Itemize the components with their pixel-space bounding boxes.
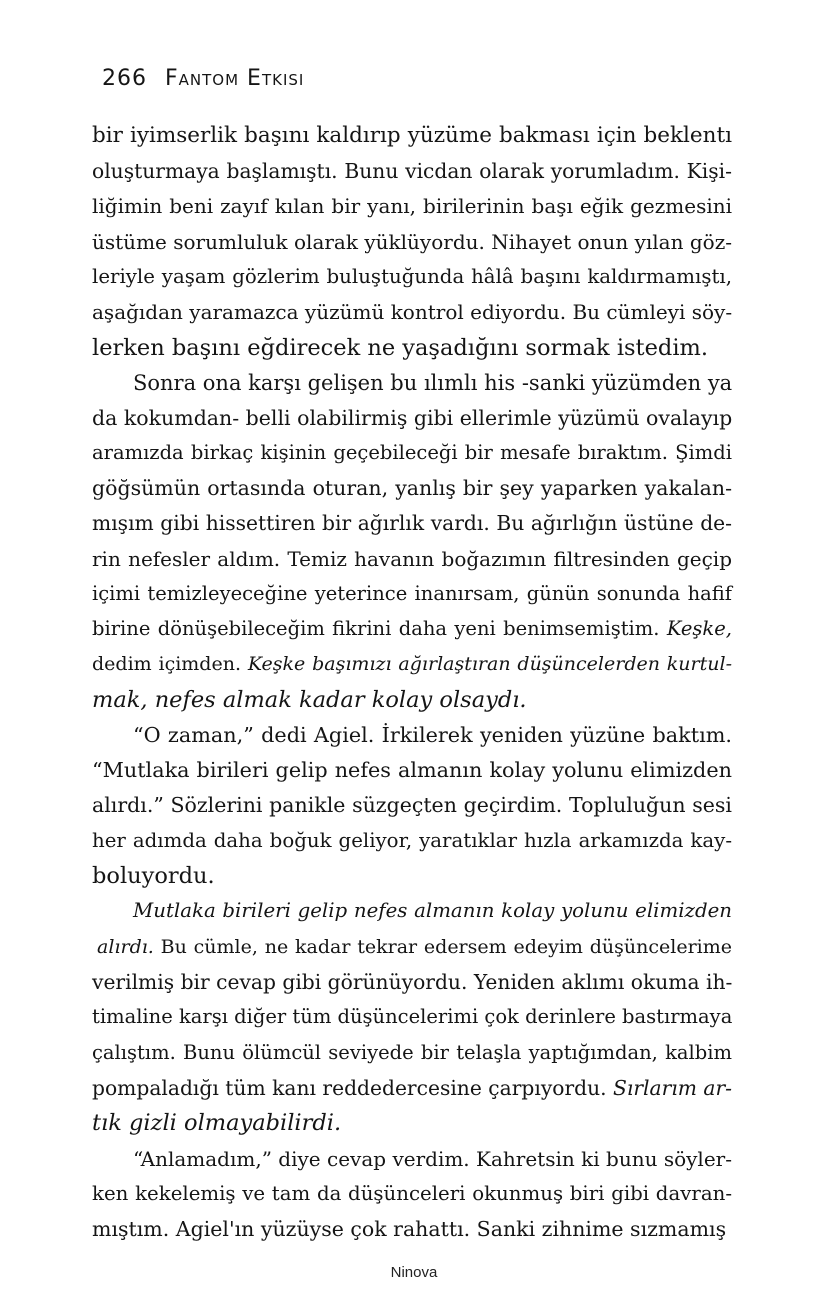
text-line xyxy=(92,1105,732,1141)
text-segment: pompaladığı tüm kanı reddedercesine çarpıyordu. xyxy=(92,1076,614,1100)
text-segment: mışım gibi hissettiren bir ağırlık vardı. Bu ağırlığın üstüne de- xyxy=(92,511,732,535)
text-segment: timaline karşı diğer tüm düşüncelerimi çok derinlere bastırmaya xyxy=(92,1005,733,1028)
text-line xyxy=(92,858,732,894)
text-segment: leriyle yaşam gözlerim buluştuğunda hâlâ başını kaldırmamıştı, xyxy=(92,265,732,288)
text-line xyxy=(92,1070,732,1106)
text-line xyxy=(92,646,732,682)
text-segment: birine dönüşebileceğim fikrini daha yeni benimsemiştim. xyxy=(92,617,667,640)
text-line xyxy=(92,1035,732,1071)
text-line xyxy=(92,330,732,366)
text-segment: bir iyimserlik başını kaldırıp yüzüme bakması için beklentı xyxy=(92,123,732,148)
text-line xyxy=(92,224,732,260)
italic-segment: mak, nefes almak kadar kolay olsaydı. xyxy=(92,687,527,713)
text-segment: mıştım. Agiel'ın yüzüyse çok rahattı. Sanki zihnime sızmamış xyxy=(92,1217,727,1241)
text-segment: rin nefesler aldım. Temiz havanın boğazımın filtresinden geçip xyxy=(92,547,732,571)
text-line xyxy=(92,470,732,506)
text-segment: “O zaman,” dedi Agiel. İrkilerek yeniden yüzüne baktım. xyxy=(133,723,732,747)
italic-segment: Keşke başımızı ağırlaştıran düşüncelerden kurtul- xyxy=(247,653,732,675)
text-segment: aşağıdan yaramazca yüzümü kontrol ediyordu. Bu cümleyi söy- xyxy=(92,300,733,324)
text-line xyxy=(92,752,732,788)
text-segment: Sonra ona karşı gelişen bu ılımlı his -sanki yüzümden ya xyxy=(133,371,733,395)
text-segment: boluyordu. xyxy=(92,863,215,889)
text-line xyxy=(97,929,732,965)
text-line xyxy=(92,435,732,471)
text-segment: göğsümün ortasında oturan, yanlış bir şey yaparken yakalan- xyxy=(92,476,732,500)
italic-segment: Sırlarım ar- xyxy=(613,1076,733,1100)
text-line xyxy=(92,541,732,577)
text-line xyxy=(92,823,732,859)
text-segment: çalıştım. Bunu ölümcül seviyede bir telaşla yaptığımdan, kalbim xyxy=(92,1041,732,1064)
running-header xyxy=(102,66,304,91)
text-line xyxy=(92,505,732,541)
text-line xyxy=(133,717,732,753)
text-line xyxy=(92,188,732,224)
text-line xyxy=(92,1176,732,1212)
text-segment: liğimin beni zayıf kılan bir yanı, birilerinin başı eğik gezmesini xyxy=(92,194,732,218)
text-line xyxy=(92,964,732,1000)
text-line xyxy=(92,400,732,436)
text-segment: da kokumdan- belli olabilirmiş gibi ellerimle yüzümü ovalayıp xyxy=(92,406,733,430)
text-segment: oluşturmaya başlamıştı. Bunu vicdan olarak yorumladım. Kişi- xyxy=(92,159,732,183)
text-segment: Bu cümle, ne kadar tekrar edersem edeyim düşüncelerime xyxy=(153,936,732,958)
text-segment: alırdı.” Sözlerini panikle süzgeçten geçirdim. Topluluğun sesi xyxy=(92,793,732,817)
text-line xyxy=(92,1211,732,1247)
text-segment: lerken başını eğdirecek ne yaşadığını sormak istedim. xyxy=(92,335,709,361)
text-segment: üstüme sorumluluk olarak yüklüyordu. Nihayet onun yılan göz- xyxy=(92,230,732,254)
text-line xyxy=(133,365,732,401)
publisher-footer: Ninova xyxy=(390,1264,438,1281)
text-line xyxy=(92,611,732,647)
italic-segment: alırdı. xyxy=(97,936,154,958)
italic-segment: tık gizli olmayabilirdi. xyxy=(92,1110,342,1136)
text-line xyxy=(92,999,732,1035)
text-line xyxy=(92,576,732,612)
text-segment: her adımda daha boğuk geliyor, yaratıklar hızla arkamızda kay- xyxy=(92,829,732,852)
text-line xyxy=(92,294,732,330)
text-segment: “Anlamadım,” diye cevap verdim. Kahretsin ki bunu söyler- xyxy=(133,1147,732,1171)
text-segment: içimi temizleyeceğine yeterince inanırsam, günün sonunda hafif xyxy=(92,582,732,605)
page-number: 266 xyxy=(102,66,147,91)
running-title: Fantom Etkisi xyxy=(165,66,305,91)
text-line xyxy=(92,118,732,154)
text-segment: verilmiş bir cevap gibi görünüyordu. Yeniden aklımı okuma ih- xyxy=(92,970,733,994)
italic-segment: Keşke, xyxy=(666,617,732,640)
text-line xyxy=(92,153,732,189)
text-line xyxy=(92,259,732,295)
text-line xyxy=(133,1141,732,1177)
italic-segment: Mutlaka birileri gelip nefes almanın kolay yolunu elimizden xyxy=(133,899,732,922)
text-line xyxy=(133,893,732,929)
text-line xyxy=(92,787,732,823)
text-segment: ken kekelemiş ve tam da düşünceleri okunmuş biri gibi davran- xyxy=(92,1182,732,1205)
text-segment: aramızda birkaç kişinin geçebileceği bir mesafe bıraktım. Şimdi xyxy=(92,441,732,464)
text-line xyxy=(92,682,732,718)
text-segment: “Mutlaka birileri gelip nefes almanın kolay yolunu elimizden xyxy=(92,758,732,782)
text-segment: dedim içimden. xyxy=(92,653,248,675)
